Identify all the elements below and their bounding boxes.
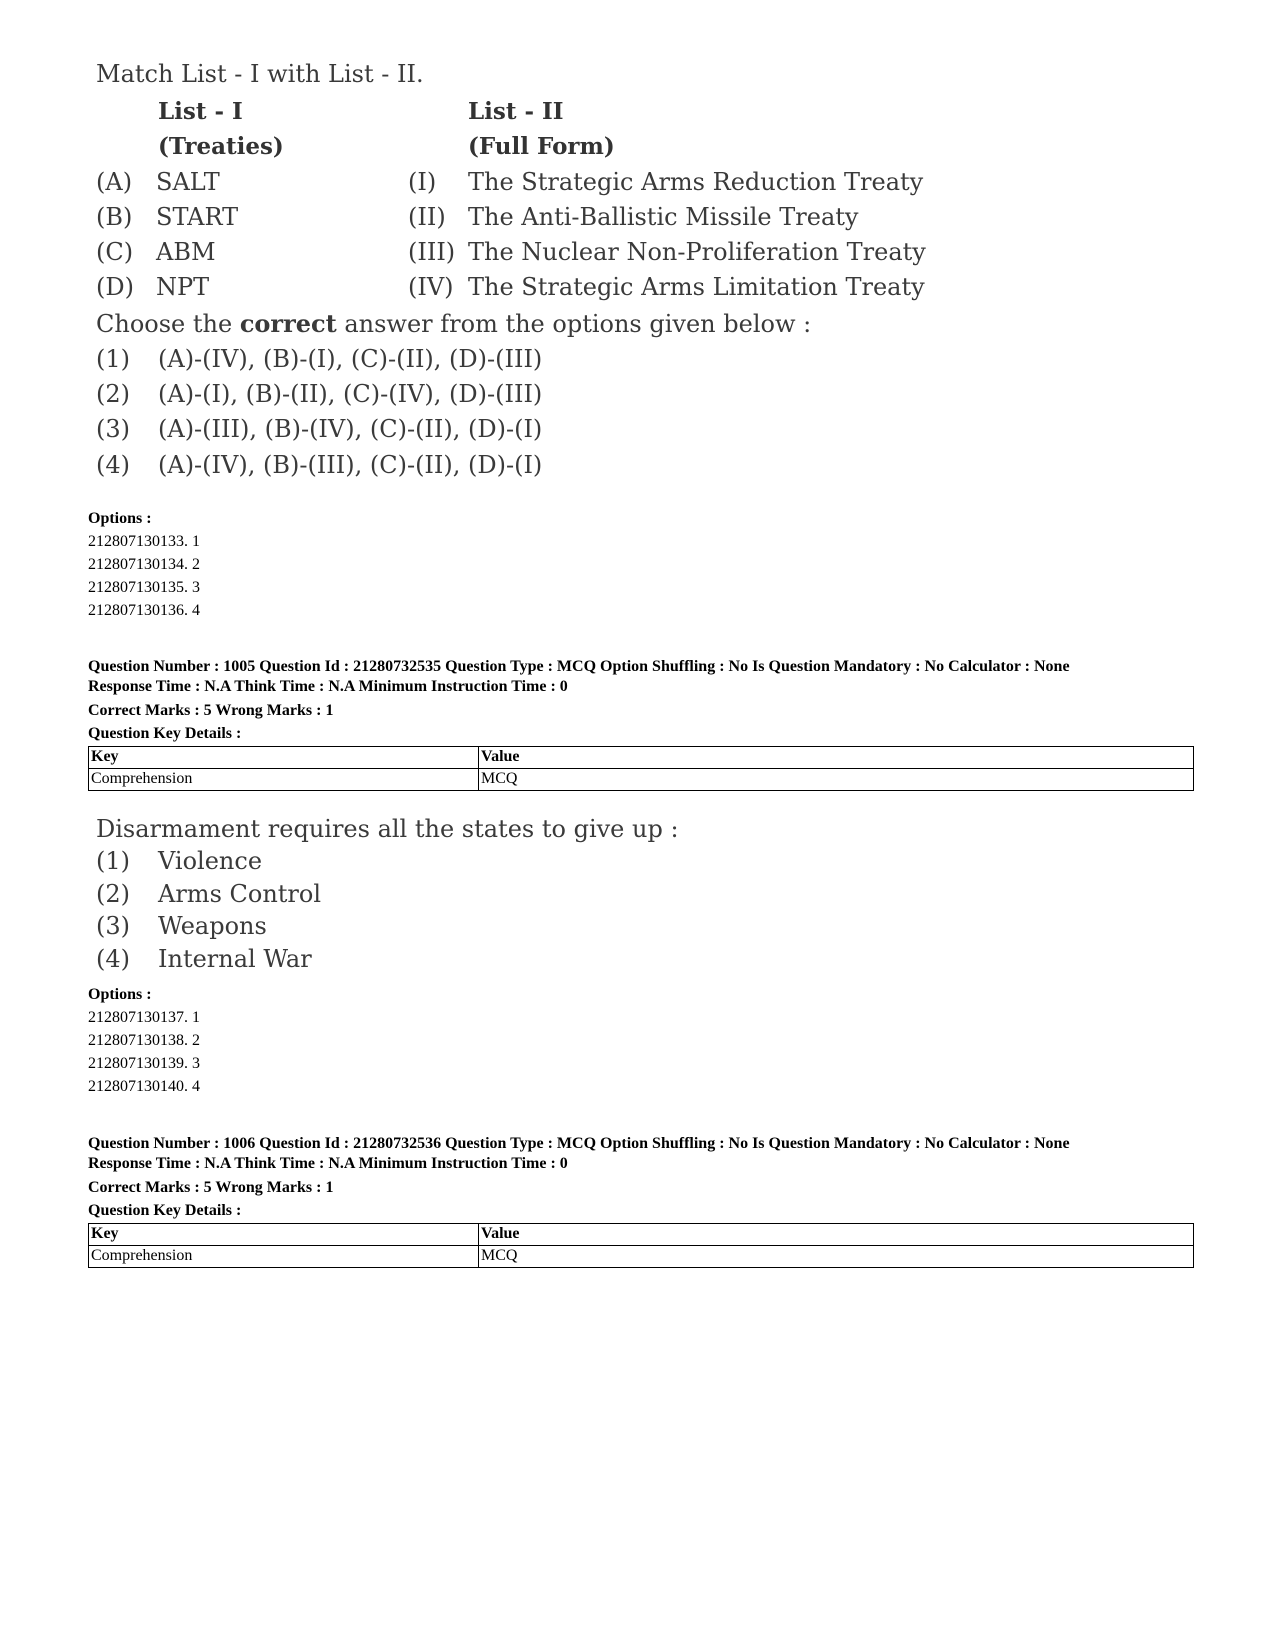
list2-label-i: (I): [408, 168, 437, 196]
option-item: 212807130135. 3: [88, 579, 200, 596]
answer-number: (4): [96, 451, 130, 479]
table-cell-key: Comprehension: [89, 1246, 479, 1268]
answer-text: (A)-(III), (B)-(IV), (C)-(II), (D)-(I): [158, 415, 543, 443]
answer-number: (1): [96, 847, 130, 875]
list2-item-i: The Strategic Arms Reduction Treaty: [468, 168, 924, 196]
list2-item-iv: The Strategic Arms Limitation Treaty: [468, 273, 925, 301]
list1-item-d: NPT: [156, 273, 210, 301]
table-header-key: Key: [89, 747, 479, 769]
answer-text: Violence: [158, 847, 263, 875]
table-row: [89, 1246, 1194, 1268]
table-cell-value: MCQ: [479, 1246, 1194, 1268]
options-label: Options :: [88, 510, 152, 527]
answer-text: Weapons: [158, 912, 267, 940]
option-item: 212807130137. 1: [88, 1009, 200, 1026]
answer-text: (A)-(IV), (B)-(III), (C)-(II), (D)-(I): [158, 451, 543, 479]
list1-label-a: (A): [96, 168, 133, 196]
table-cell-key: Comprehension: [89, 769, 479, 791]
answer-number: (2): [96, 880, 130, 908]
marks-line: Correct Marks : 5 Wrong Marks : 1: [88, 1179, 334, 1196]
table-header-key: Key: [89, 1224, 479, 1246]
choose-instruction: Choose the correct answer from the options given below :: [96, 309, 812, 338]
table-row: [89, 769, 1194, 791]
list1-title: List - I: [158, 98, 243, 125]
list1-label-d: (D): [96, 273, 134, 301]
table-cell-value: MCQ: [479, 769, 1194, 791]
answer-text: Arms Control: [158, 880, 322, 908]
list2-label-iii: (III): [408, 238, 456, 266]
option-item: 212807130139. 3: [88, 1055, 200, 1072]
key-details-label: Question Key Details :: [88, 725, 242, 742]
table-header-value: Value: [479, 747, 1194, 769]
list2-label-ii: (II): [408, 203, 446, 231]
question-1004-image: [96, 60, 926, 505]
list1-label-b: (B): [96, 203, 133, 231]
option-item: 212807130140. 4: [88, 1078, 200, 1095]
answer-text: (A)-(I), (B)-(II), (C)-(IV), (D)-(III): [158, 380, 543, 408]
list2-label-iv: (IV): [408, 273, 454, 301]
list2-subtitle: (Full Form): [468, 133, 615, 160]
key-details-table: [88, 1223, 1194, 1268]
table-header-value: Value: [479, 1224, 1194, 1246]
answer-number: (2): [96, 380, 130, 408]
marks-line: Correct Marks : 5 Wrong Marks : 1: [88, 702, 334, 719]
list2-item-ii: The Anti-Ballistic Missile Treaty: [468, 203, 859, 231]
table-row: [89, 1224, 1194, 1246]
answer-number: (1): [96, 345, 130, 373]
answer-number: (4): [96, 945, 130, 973]
list1-label-c: (C): [96, 238, 134, 266]
question-1006-meta: Question Number : 1006 Question Id : 21280732536 Question Type : MCQ Option Shuffling : No Is Question Mandatory : No Calculator : None Response Time : N.A Think Time : N.A Minimum Instruction Time : 0: [88, 1135, 1070, 1172]
answer-text: (A)-(IV), (B)-(I), (C)-(II), (D)-(III): [158, 345, 543, 373]
answer-number: (3): [96, 912, 130, 940]
question-1005-image: [96, 815, 679, 985]
options-label: Options :: [88, 986, 152, 1003]
key-details-table: [88, 746, 1194, 791]
table-row: [89, 747, 1194, 769]
match-intro: Match List - I with List - II.: [96, 60, 424, 88]
key-details-label: Question Key Details :: [88, 1202, 242, 1219]
option-item: 212807130136. 4: [88, 602, 200, 619]
list1-item-b: START: [156, 203, 239, 231]
option-item: 212807130138. 2: [88, 1032, 200, 1049]
list1-item-c: ABM: [156, 238, 216, 266]
answer-number: (3): [96, 415, 130, 443]
list1-item-a: SALT: [156, 168, 220, 196]
answer-text: Internal War: [158, 945, 312, 973]
question-1005-meta: Question Number : 1005 Question Id : 21280732535 Question Type : MCQ Option Shuffling : No Is Question Mandatory : No Calculator : None Response Time : N.A Think Time : N.A Minimum Instruction Time : 0: [88, 658, 1070, 695]
option-item: 212807130133. 1: [88, 533, 200, 550]
list2-title: List - II: [468, 98, 564, 125]
list1-subtitle: (Treaties): [158, 133, 284, 160]
list2-item-iii: The Nuclear Non-Proliferation Treaty: [468, 238, 926, 266]
question-text: Disarmament requires all the states to give up :: [96, 815, 679, 843]
option-item: 212807130134. 2: [88, 556, 200, 573]
